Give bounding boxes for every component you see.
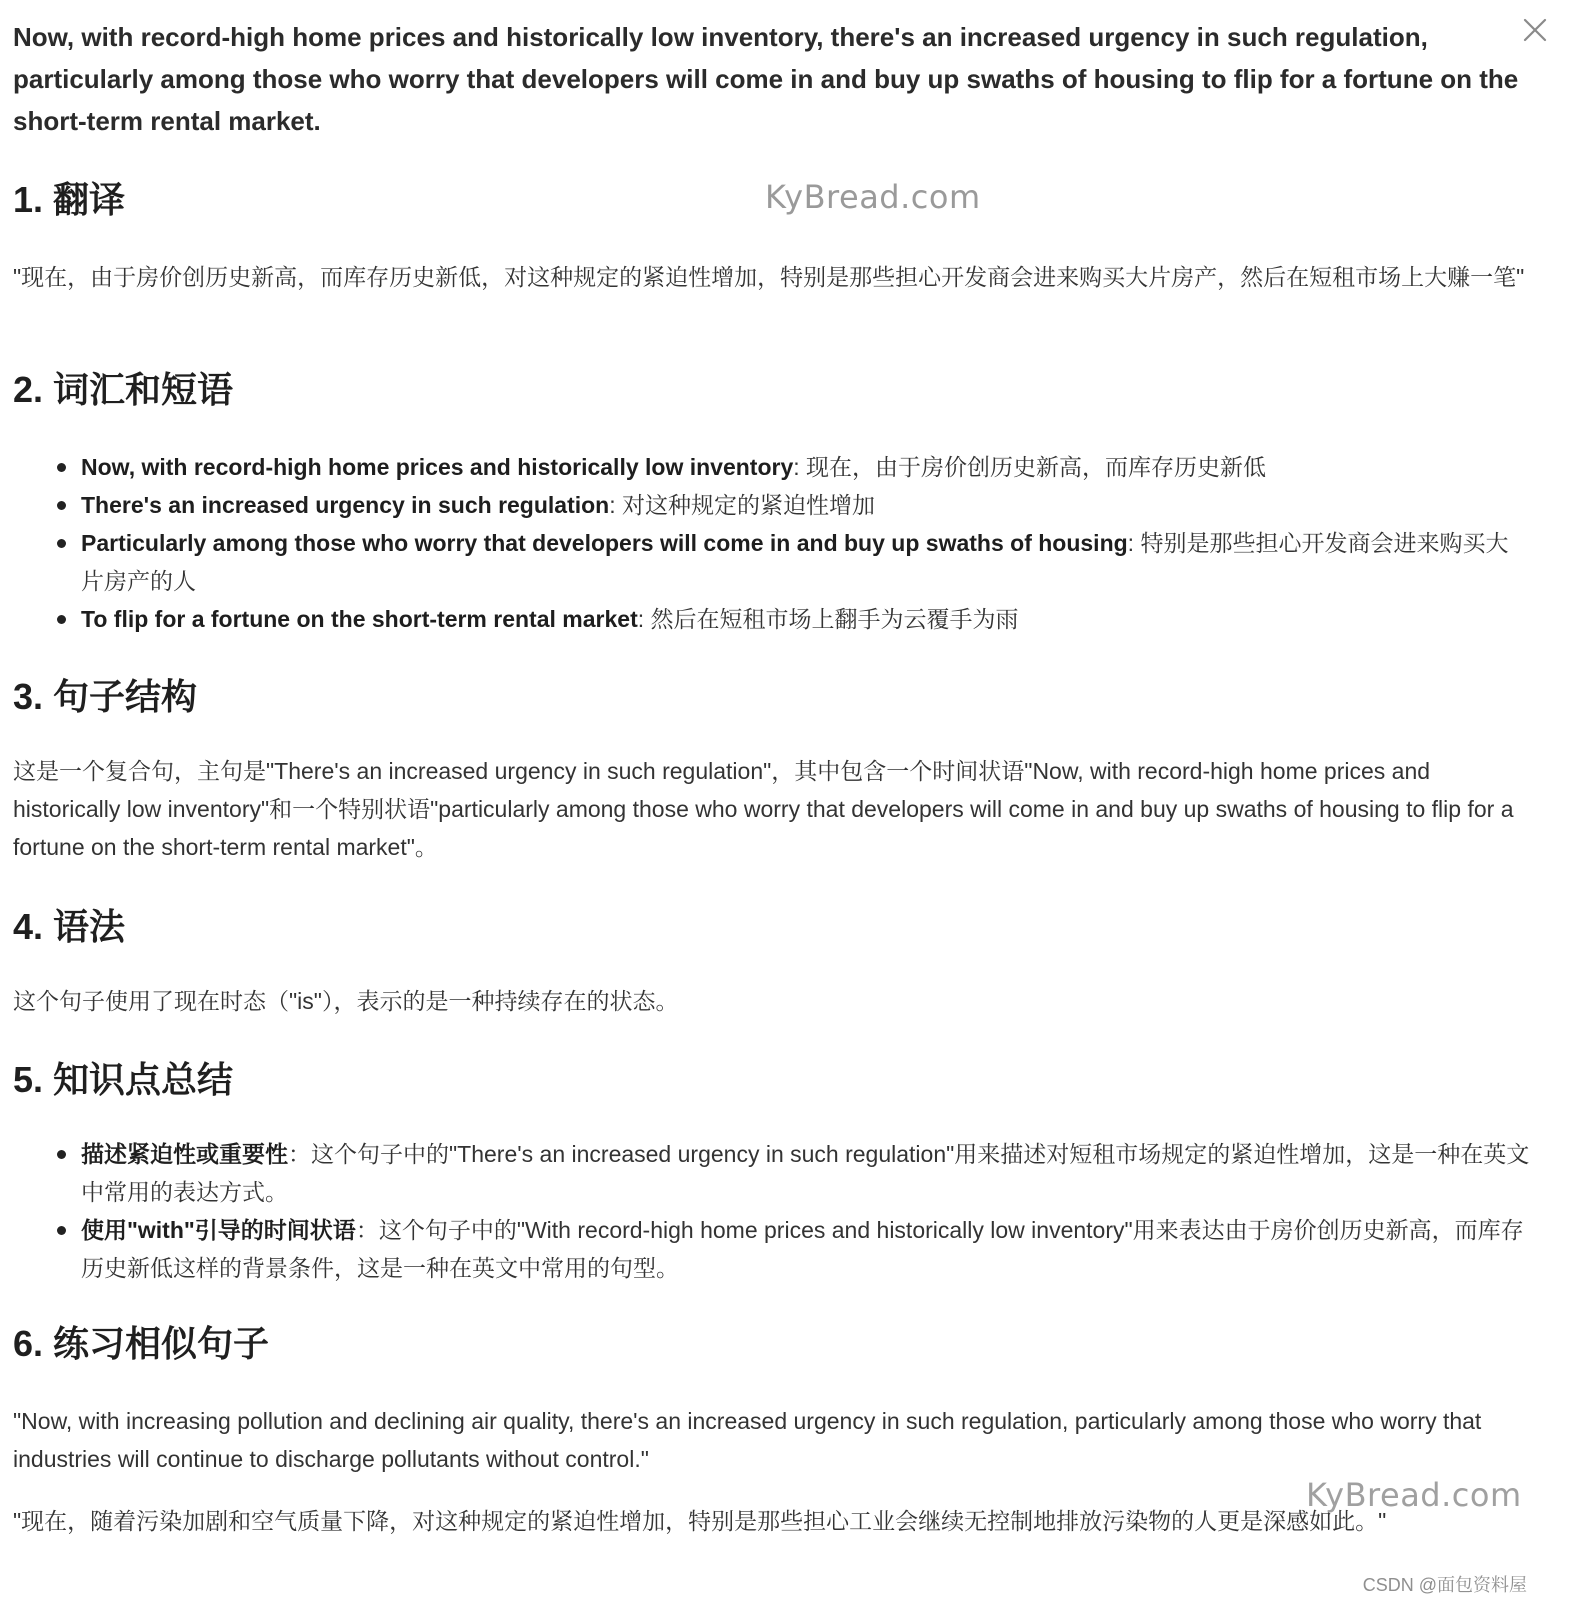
vocab-list	[13, 448, 1531, 638]
list-item	[81, 600, 1531, 638]
practice-english: "Now, with increasing pollution and declining air quality, there's an increased urgency in such regulation, particularly among those who worry that industries will continue to discharge pollutants without control."	[13, 1408, 1482, 1472]
structure-text: 这是一个复合句，主句是"There's an increased urgency in such regulation"，其中包含一个时间状语"Now, with record-high home prices and historically low inventory"和一个特别状语"particularly among those who worry that developers will come in and buy up swaths of housing to flip for a fortune on the short-term rental market"。	[13, 758, 1514, 860]
watermark: KyBread.com	[1306, 1476, 1522, 1514]
heading-grammar: 4. 语法	[13, 906, 126, 947]
intro-paragraph: Now, with record-high home prices and historically low inventory, there's an increased urgency in such regulation, particularly among those who worry that developers will come in and buy up swaths of housing to flip for a fortune on the short-term rental market.	[13, 22, 1519, 136]
heading-translation: 1. 翻译	[13, 179, 126, 220]
list-item	[81, 448, 1531, 486]
vocab-term: Now, with record-high home prices and historically low inventory	[81, 454, 794, 480]
heading-structure: 3. 句子结构	[13, 676, 198, 717]
heading-practice: 6. 练习相似句子	[13, 1323, 270, 1364]
heading-vocab: 2. 词汇和短语	[13, 369, 234, 410]
summary-meaning: ：这个句子中的"With record-high home prices and historically low inventory"用来表达由于房价创历史新高，而库存历史新低这样的背景条件，这是一种在英文中常用的句型。	[81, 1217, 1524, 1281]
watermark: KyBread.com	[765, 178, 981, 216]
list-item	[81, 1135, 1531, 1211]
summary-term: 描述紧迫性或重要性	[81, 1141, 288, 1167]
list-item	[81, 1211, 1531, 1287]
list-item	[81, 486, 1531, 524]
practice-chinese: "现在，随着污染加剧和空气质量下降，对这种规定的紧迫性增加，特别是那些担心工业会继续无控制地排放污染物的人更是深感如此。"	[13, 1508, 1387, 1534]
vocab-meaning: : 特别是那些担心开发商会进来购买大片房产的人	[81, 530, 1509, 594]
list-item	[81, 524, 1531, 600]
vocab-meaning: : 对这种规定的紧迫性增加	[609, 492, 876, 518]
vocab-term: To flip for a fortune on the short-term rental market	[81, 606, 638, 632]
summary-meaning: ：这个句子中的"There's an increased urgency in such regulation"用来描述对短租市场规定的紧迫性增加，这是一种在英文中常用的表达方式。	[81, 1141, 1530, 1205]
vocab-meaning: : 现在，由于房价创历史新高，而库存历史新低	[793, 454, 1267, 480]
summary-list	[13, 1135, 1531, 1287]
summary-term: 使用"with"引导的时间状语	[81, 1217, 356, 1243]
vocab-meaning: : 然后在短租市场上翻手为云覆手为雨	[637, 606, 1019, 632]
close-icon[interactable]	[1519, 14, 1551, 46]
grammar-text: 这个句子使用了现在时态（"is"），表示的是一种持续存在的状态。	[13, 988, 679, 1014]
heading-summary: 5. 知识点总结	[13, 1059, 234, 1100]
translation-text: "现在，由于房价创历史新高，而库存历史新低，对这种规定的紧迫性增加，特别是那些担心开发商会进来购买大片房产，然后在短租市场上大赚一笔"	[13, 264, 1525, 290]
vocab-term: There's an increased urgency in such regulation	[81, 492, 610, 518]
source-credit: CSDN @面包资料屋	[1362, 1575, 1527, 1595]
vocab-term: Particularly among those who worry that developers will come in and buy up swaths of housing	[81, 530, 1128, 556]
